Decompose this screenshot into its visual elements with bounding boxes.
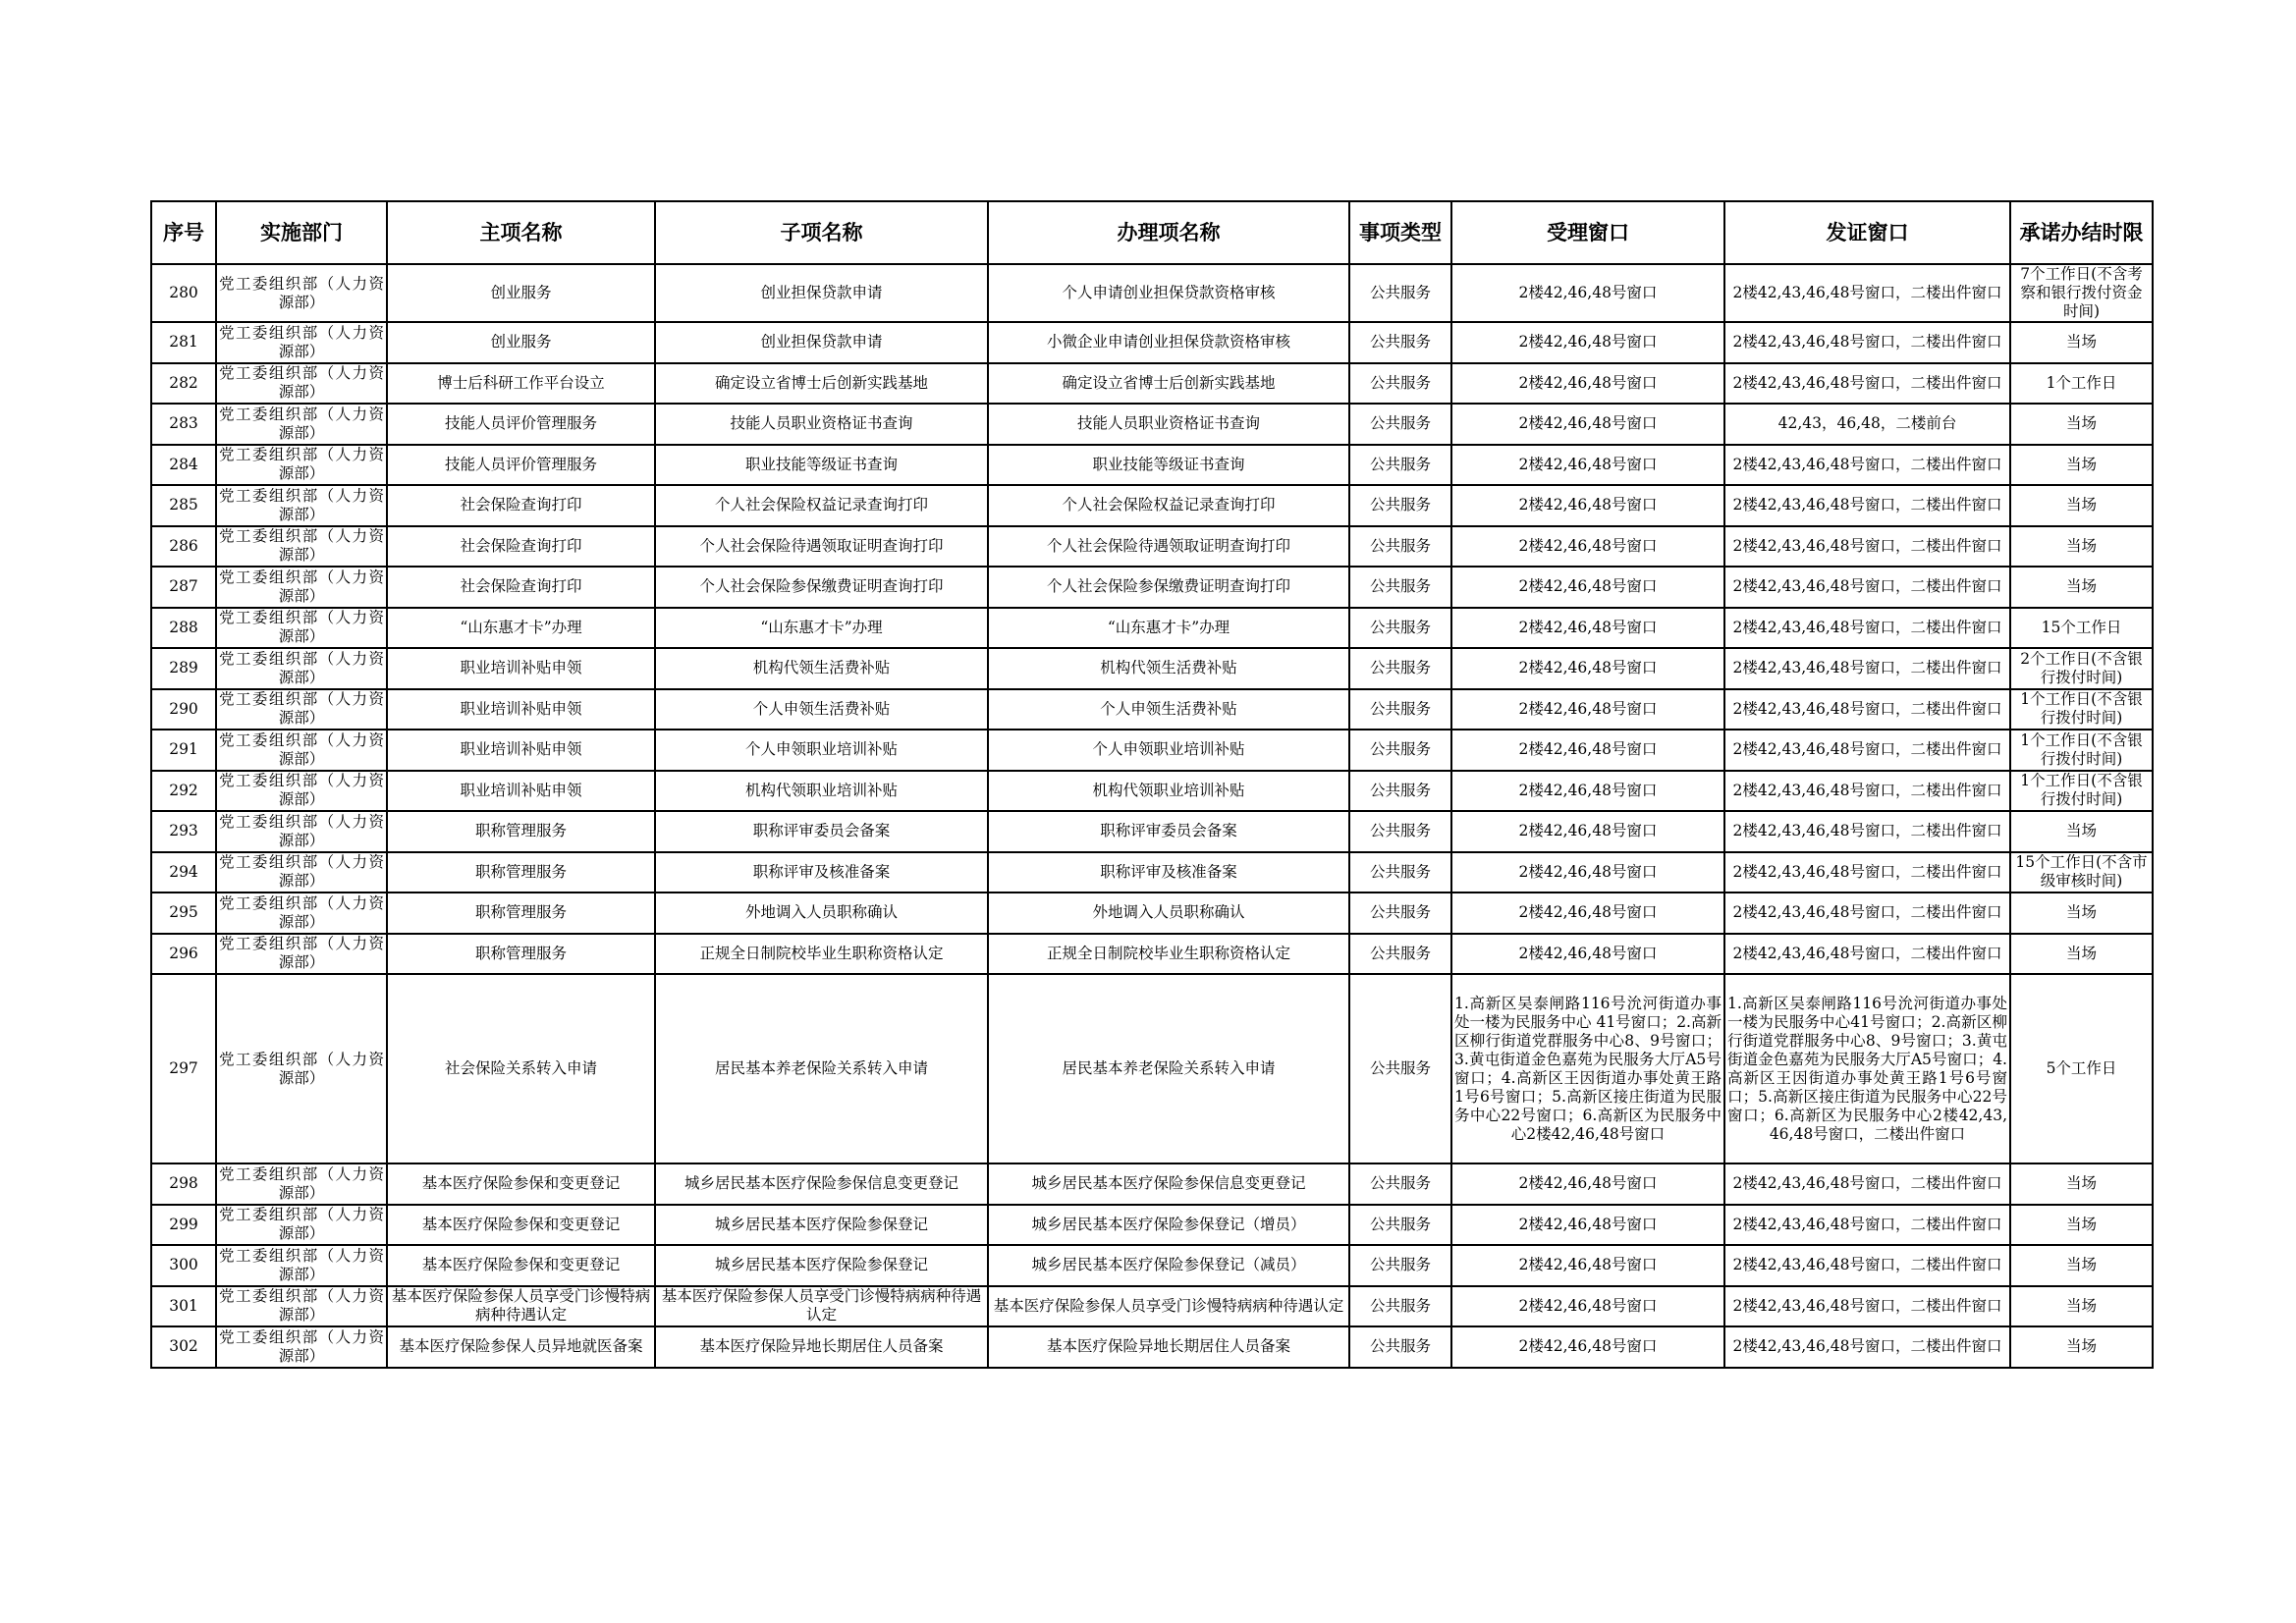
cell-issue-window: 2楼42,43,46,48号窗口，二楼出件窗口 <box>1724 1245 2010 1286</box>
cell-index: 292 <box>151 771 216 812</box>
cell-handling-item: 个人申请创业担保贷款资格审核 <box>988 264 1349 322</box>
cell-time-limit: 当场 <box>2010 1286 2153 1327</box>
cell-index: 293 <box>151 811 216 852</box>
cell-issue-window: 2楼42,43,46,48号窗口，二楼出件窗口 <box>1724 526 2010 568</box>
cell-item-type: 公共服务 <box>1349 567 1451 608</box>
cell-index: 285 <box>151 485 216 526</box>
cell-index: 283 <box>151 404 216 445</box>
cell-sub-item: 外地调入人员职称确认 <box>655 893 988 934</box>
cell-item-type: 公共服务 <box>1349 322 1451 363</box>
cell-main-item: 创业服务 <box>387 264 655 322</box>
cell-handling-item: 职称评审委员会备案 <box>988 811 1349 852</box>
table-body <box>151 264 2153 1368</box>
header-row <box>151 201 2153 264</box>
table-row <box>151 934 2153 975</box>
cell-department: 党工委组织部（人力资源部） <box>216 852 387 893</box>
cell-index: 297 <box>151 974 216 1163</box>
cell-department: 党工委组织部（人力资源部） <box>216 567 387 608</box>
cell-time-limit: 当场 <box>2010 934 2153 975</box>
cell-accept-window: 2楼42,46,48号窗口 <box>1451 445 1724 486</box>
cell-department: 党工委组织部（人力资源部） <box>216 771 387 812</box>
table-row <box>151 322 2153 363</box>
cell-accept-window: 2楼42,46,48号窗口 <box>1451 485 1724 526</box>
cell-main-item: 职业培训补贴申领 <box>387 648 655 689</box>
table-row <box>151 974 2153 1163</box>
header-issue-window: 发证窗口 <box>1724 201 2010 264</box>
table-row <box>151 1163 2153 1205</box>
cell-sub-item: 职称评审及核准备案 <box>655 852 988 893</box>
cell-handling-item: 个人申领职业培训补贴 <box>988 730 1349 771</box>
cell-item-type: 公共服务 <box>1349 485 1451 526</box>
cell-accept-window: 2楼42,46,48号窗口 <box>1451 893 1724 934</box>
cell-sub-item: 创业担保贷款申请 <box>655 322 988 363</box>
cell-handling-item: 城乡居民基本医疗保险参保登记（增员） <box>988 1205 1349 1246</box>
cell-time-limit: 当场 <box>2010 1245 2153 1286</box>
table-row <box>151 608 2153 649</box>
cell-main-item: 职称管理服务 <box>387 852 655 893</box>
cell-department: 党工委组织部（人力资源部） <box>216 689 387 730</box>
cell-handling-item: 正规全日制院校毕业生职称资格认定 <box>988 934 1349 975</box>
cell-department: 党工委组织部（人力资源部） <box>216 485 387 526</box>
cell-sub-item: 确定设立省博士后创新实践基地 <box>655 363 988 405</box>
cell-item-type: 公共服务 <box>1349 893 1451 934</box>
cell-issue-window: 2楼42,43,46,48号窗口，二楼出件窗口 <box>1724 1205 2010 1246</box>
cell-accept-window: 2楼42,46,48号窗口 <box>1451 608 1724 649</box>
cell-item-type: 公共服务 <box>1349 1163 1451 1205</box>
table-row <box>151 567 2153 608</box>
cell-issue-window: 2楼42,43,46,48号窗口，二楼出件窗口 <box>1724 934 2010 975</box>
cell-sub-item: 城乡居民基本医疗保险参保登记 <box>655 1205 988 1246</box>
cell-issue-window: 2楼42,43,46,48号窗口，二楼出件窗口 <box>1724 689 2010 730</box>
cell-sub-item: 创业担保贷款申请 <box>655 264 988 322</box>
cell-main-item: 创业服务 <box>387 322 655 363</box>
cell-handling-item: 居民基本养老保险关系转入申请 <box>988 974 1349 1163</box>
cell-accept-window: 2楼42,46,48号窗口 <box>1451 404 1724 445</box>
cell-accept-window: 2楼42,46,48号窗口 <box>1451 363 1724 405</box>
cell-accept-window: 2楼42,46,48号窗口 <box>1451 689 1724 730</box>
cell-time-limit: 当场 <box>2010 322 2153 363</box>
cell-main-item: 职业培训补贴申领 <box>387 771 655 812</box>
cell-item-type: 公共服务 <box>1349 363 1451 405</box>
cell-department: 党工委组织部（人力资源部） <box>216 322 387 363</box>
cell-issue-window: 2楼42,43,46,48号窗口，二楼出件窗口 <box>1724 322 2010 363</box>
cell-time-limit: 5个工作日 <box>2010 974 2153 1163</box>
table-row <box>151 1245 2153 1286</box>
cell-department: 党工委组织部（人力资源部） <box>216 730 387 771</box>
cell-accept-window: 2楼42,46,48号窗口 <box>1451 1245 1724 1286</box>
cell-index: 281 <box>151 322 216 363</box>
table-row <box>151 730 2153 771</box>
cell-item-type: 公共服务 <box>1349 689 1451 730</box>
cell-issue-window: 2楼42,43,46,48号窗口，二楼出件窗口 <box>1724 648 2010 689</box>
cell-item-type: 公共服务 <box>1349 811 1451 852</box>
cell-issue-window: 2楼42,43,46,48号窗口，二楼出件窗口 <box>1724 485 2010 526</box>
cell-time-limit: 当场 <box>2010 1205 2153 1246</box>
cell-handling-item: 个人申领生活费补贴 <box>988 689 1349 730</box>
cell-issue-window: 2楼42,43,46,48号窗口，二楼出件窗口 <box>1724 730 2010 771</box>
cell-handling-item: 个人社会保险权益记录查询打印 <box>988 485 1349 526</box>
cell-time-limit: 15个工作日(不含市级审核时间) <box>2010 852 2153 893</box>
cell-issue-window: 2楼42,43,46,48号窗口，二楼出件窗口 <box>1724 1326 2010 1368</box>
cell-handling-item: 机构代领生活费补贴 <box>988 648 1349 689</box>
cell-index: 289 <box>151 648 216 689</box>
cell-accept-window: 2楼42,46,48号窗口 <box>1451 811 1724 852</box>
cell-time-limit: 1个工作日(不含银行拨付时间) <box>2010 730 2153 771</box>
cell-index: 295 <box>151 893 216 934</box>
cell-sub-item: 个人申领生活费补贴 <box>655 689 988 730</box>
cell-sub-item: 个人社会保险参保缴费证明查询打印 <box>655 567 988 608</box>
cell-index: 282 <box>151 363 216 405</box>
cell-item-type: 公共服务 <box>1349 771 1451 812</box>
cell-sub-item: 基本医疗保险参保人员享受门诊慢特病病种待遇认定 <box>655 1286 988 1327</box>
cell-item-type: 公共服务 <box>1349 974 1451 1163</box>
cell-handling-item: 确定设立省博士后创新实践基地 <box>988 363 1349 405</box>
cell-department: 党工委组织部（人力资源部） <box>216 404 387 445</box>
table-row <box>151 771 2153 812</box>
cell-index: 300 <box>151 1245 216 1286</box>
cell-accept-window: 1.高新区吴泰闸路116号沇河街道办事处一楼为民服务中心 41号窗口；2.高新区柳行街道党群服务中心8、9号窗口；3.黄屯街道金色嘉苑为民服务大厅A5号窗口；4.高新区王因街道办事处黄王路1号6号窗口；5.高新区接庄街道为民服务中心22号窗口；6.高新区为民服务中心2楼42,46,48号窗口 <box>1451 974 1724 1163</box>
cell-department: 党工委组织部（人力资源部） <box>216 608 387 649</box>
cell-sub-item: 个人社会保险权益记录查询打印 <box>655 485 988 526</box>
header-sub-item: 子项名称 <box>655 201 988 264</box>
cell-department: 党工委组织部（人力资源部） <box>216 1205 387 1246</box>
cell-accept-window: 2楼42,46,48号窗口 <box>1451 1286 1724 1327</box>
table-row <box>151 893 2153 934</box>
cell-issue-window: 2楼42,43,46,48号窗口，二楼出件窗口 <box>1724 445 2010 486</box>
cell-department: 党工委组织部（人力资源部） <box>216 811 387 852</box>
cell-index: 284 <box>151 445 216 486</box>
cell-time-limit: 当场 <box>2010 1163 2153 1205</box>
cell-handling-item: 外地调入人员职称确认 <box>988 893 1349 934</box>
cell-issue-window: 2楼42,43,46,48号窗口，二楼出件窗口 <box>1724 811 2010 852</box>
cell-department: 党工委组织部（人力资源部） <box>216 648 387 689</box>
cell-main-item: 职称管理服务 <box>387 934 655 975</box>
cell-issue-window: 2楼42,43,46,48号窗口，二楼出件窗口 <box>1724 1163 2010 1205</box>
cell-index: 302 <box>151 1326 216 1368</box>
cell-accept-window: 2楼42,46,48号窗口 <box>1451 322 1724 363</box>
cell-accept-window: 2楼42,46,48号窗口 <box>1451 1205 1724 1246</box>
cell-department: 党工委组织部（人力资源部） <box>216 1163 387 1205</box>
cell-item-type: 公共服务 <box>1349 526 1451 568</box>
cell-main-item: 基本医疗保险参保人员异地就医备案 <box>387 1326 655 1368</box>
cell-main-item: 博士后科研工作平台设立 <box>387 363 655 405</box>
table-row <box>151 811 2153 852</box>
cell-time-limit: 当场 <box>2010 485 2153 526</box>
cell-time-limit: 当场 <box>2010 404 2153 445</box>
cell-item-type: 公共服务 <box>1349 1205 1451 1246</box>
cell-sub-item: 机构代领生活费补贴 <box>655 648 988 689</box>
cell-main-item: 技能人员评价管理服务 <box>387 404 655 445</box>
cell-time-limit: 1个工作日(不含银行拨付时间) <box>2010 689 2153 730</box>
cell-department: 党工委组织部（人力资源部） <box>216 445 387 486</box>
cell-issue-window: 2楼42,43,46,48号窗口，二楼出件窗口 <box>1724 893 2010 934</box>
cell-main-item: 社会保险查询打印 <box>387 485 655 526</box>
header-item-type: 事项类型 <box>1349 201 1451 264</box>
service-items-table <box>150 200 2154 1369</box>
cell-index: 294 <box>151 852 216 893</box>
cell-main-item: 职称管理服务 <box>387 893 655 934</box>
cell-issue-window: 2楼42,43,46,48号窗口，二楼出件窗口 <box>1724 852 2010 893</box>
cell-main-item: 社会保险查询打印 <box>387 567 655 608</box>
cell-time-limit: 当场 <box>2010 526 2153 568</box>
cell-sub-item: 城乡居民基本医疗保险参保登记 <box>655 1245 988 1286</box>
header-accept-window: 受理窗口 <box>1451 201 1724 264</box>
cell-handling-item: 基本医疗保险参保人员享受门诊慢特病病种待遇认定 <box>988 1286 1349 1327</box>
cell-main-item: 社会保险关系转入申请 <box>387 974 655 1163</box>
cell-time-limit: 7个工作日(不含考察和银行拨付资金时间) <box>2010 264 2153 322</box>
cell-handling-item: 技能人员职业资格证书查询 <box>988 404 1349 445</box>
cell-department: 党工委组织部（人力资源部） <box>216 264 387 322</box>
cell-accept-window: 2楼42,46,48号窗口 <box>1451 1326 1724 1368</box>
cell-sub-item: 技能人员职业资格证书查询 <box>655 404 988 445</box>
cell-handling-item: 机构代领职业培训补贴 <box>988 771 1349 812</box>
cell-item-type: 公共服务 <box>1349 264 1451 322</box>
cell-main-item: 基本医疗保险参保人员享受门诊慢特病病种待遇认定 <box>387 1286 655 1327</box>
cell-item-type: 公共服务 <box>1349 608 1451 649</box>
cell-item-type: 公共服务 <box>1349 730 1451 771</box>
cell-accept-window: 2楼42,46,48号窗口 <box>1451 730 1724 771</box>
cell-item-type: 公共服务 <box>1349 852 1451 893</box>
cell-time-limit: 当场 <box>2010 1326 2153 1368</box>
table-row <box>151 1286 2153 1327</box>
table-header <box>151 201 2153 264</box>
cell-time-limit: 1个工作日(不含银行拨付时间) <box>2010 771 2153 812</box>
cell-handling-item: 职称评审及核准备案 <box>988 852 1349 893</box>
cell-time-limit: 1个工作日 <box>2010 363 2153 405</box>
cell-accept-window: 2楼42,46,48号窗口 <box>1451 1163 1724 1205</box>
cell-accept-window: 2楼42,46,48号窗口 <box>1451 264 1724 322</box>
cell-sub-item: 职业技能等级证书查询 <box>655 445 988 486</box>
cell-main-item: 职称管理服务 <box>387 811 655 852</box>
cell-time-limit: 当场 <box>2010 445 2153 486</box>
cell-sub-item: 居民基本养老保险关系转入申请 <box>655 974 988 1163</box>
cell-sub-item: 城乡居民基本医疗保险参保信息变更登记 <box>655 1163 988 1205</box>
cell-issue-window: 1.高新区吴泰闸路116号沇河街道办事处一楼为民服务中心41号窗口；2.高新区柳行街道党群服务中心8、9号窗口；3.黄屯街道金色嘉苑为民服务大厅A5号窗口；4.高新区王因街道办事处黄王路1号6号窗口；5.高新区接庄街道为民服务中心22号窗口；6.高新区为民服务中心2楼42,43,46,48号窗口，二楼出件窗口 <box>1724 974 2010 1163</box>
cell-handling-item: 小微企业申请创业担保贷款资格审核 <box>988 322 1349 363</box>
cell-accept-window: 2楼42,46,48号窗口 <box>1451 771 1724 812</box>
cell-item-type: 公共服务 <box>1349 445 1451 486</box>
table-row <box>151 404 2153 445</box>
cell-main-item: “山东惠才卡”办理 <box>387 608 655 649</box>
cell-item-type: 公共服务 <box>1349 1245 1451 1286</box>
table-row <box>151 264 2153 322</box>
cell-time-limit: 当场 <box>2010 811 2153 852</box>
cell-main-item: 基本医疗保险参保和变更登记 <box>387 1205 655 1246</box>
cell-main-item: 技能人员评价管理服务 <box>387 445 655 486</box>
cell-department: 党工委组织部（人力资源部） <box>216 1286 387 1327</box>
cell-index: 287 <box>151 567 216 608</box>
table-row <box>151 1326 2153 1368</box>
cell-accept-window: 2楼42,46,48号窗口 <box>1451 852 1724 893</box>
cell-index: 290 <box>151 689 216 730</box>
cell-handling-item: 个人社会保险待遇领取证明查询打印 <box>988 526 1349 568</box>
cell-handling-item: 个人社会保险参保缴费证明查询打印 <box>988 567 1349 608</box>
table-row <box>151 1205 2153 1246</box>
cell-index: 298 <box>151 1163 216 1205</box>
cell-department: 党工委组织部（人力资源部） <box>216 526 387 568</box>
header-time-limit: 承诺办结时限 <box>2010 201 2153 264</box>
cell-issue-window: 2楼42,43,46,48号窗口，二楼出件窗口 <box>1724 363 2010 405</box>
header-handling-item: 办理项名称 <box>988 201 1349 264</box>
cell-main-item: 社会保险查询打印 <box>387 526 655 568</box>
cell-department: 党工委组织部（人力资源部） <box>216 1245 387 1286</box>
table-row <box>151 526 2153 568</box>
cell-issue-window: 2楼42,43,46,48号窗口，二楼出件窗口 <box>1724 608 2010 649</box>
cell-time-limit: 当场 <box>2010 567 2153 608</box>
cell-main-item: 基本医疗保险参保和变更登记 <box>387 1245 655 1286</box>
cell-issue-window: 42,43，46,48，二楼前台 <box>1724 404 2010 445</box>
cell-item-type: 公共服务 <box>1349 404 1451 445</box>
cell-department: 党工委组织部（人力资源部） <box>216 363 387 405</box>
header-department: 实施部门 <box>216 201 387 264</box>
cell-index: 299 <box>151 1205 216 1246</box>
cell-handling-item: 职业技能等级证书查询 <box>988 445 1349 486</box>
cell-accept-window: 2楼42,46,48号窗口 <box>1451 526 1724 568</box>
cell-accept-window: 2楼42,46,48号窗口 <box>1451 648 1724 689</box>
cell-sub-item: 个人社会保险待遇领取证明查询打印 <box>655 526 988 568</box>
cell-item-type: 公共服务 <box>1349 934 1451 975</box>
cell-sub-item: “山东惠才卡”办理 <box>655 608 988 649</box>
cell-main-item: 基本医疗保险参保和变更登记 <box>387 1163 655 1205</box>
cell-index: 286 <box>151 526 216 568</box>
table-row <box>151 852 2153 893</box>
cell-handling-item: 基本医疗保险异地长期居住人员备案 <box>988 1326 1349 1368</box>
cell-department: 党工委组织部（人力资源部） <box>216 893 387 934</box>
table-row <box>151 648 2153 689</box>
cell-time-limit: 15个工作日 <box>2010 608 2153 649</box>
cell-issue-window: 2楼42,43,46,48号窗口，二楼出件窗口 <box>1724 264 2010 322</box>
cell-issue-window: 2楼42,43,46,48号窗口，二楼出件窗口 <box>1724 567 2010 608</box>
table-row <box>151 363 2153 405</box>
cell-index: 301 <box>151 1286 216 1327</box>
cell-handling-item: 城乡居民基本医疗保险参保信息变更登记 <box>988 1163 1349 1205</box>
cell-time-limit: 2个工作日(不含银行拨付时间) <box>2010 648 2153 689</box>
table-row <box>151 485 2153 526</box>
cell-sub-item: 正规全日制院校毕业生职称资格认定 <box>655 934 988 975</box>
cell-index: 280 <box>151 264 216 322</box>
cell-index: 296 <box>151 934 216 975</box>
cell-index: 288 <box>151 608 216 649</box>
cell-item-type: 公共服务 <box>1349 1326 1451 1368</box>
cell-issue-window: 2楼42,43,46,48号窗口，二楼出件窗口 <box>1724 771 2010 812</box>
cell-sub-item: 基本医疗保险异地长期居住人员备案 <box>655 1326 988 1368</box>
cell-department: 党工委组织部（人力资源部） <box>216 1326 387 1368</box>
header-index: 序号 <box>151 201 216 264</box>
cell-department: 党工委组织部（人力资源部） <box>216 934 387 975</box>
header-main-item: 主项名称 <box>387 201 655 264</box>
cell-handling-item: “山东惠才卡”办理 <box>988 608 1349 649</box>
cell-sub-item: 个人申领职业培训补贴 <box>655 730 988 771</box>
table-row <box>151 445 2153 486</box>
cell-main-item: 职业培训补贴申领 <box>387 730 655 771</box>
cell-sub-item: 机构代领职业培训补贴 <box>655 771 988 812</box>
cell-issue-window: 2楼42,43,46,48号窗口，二楼出件窗口 <box>1724 1286 2010 1327</box>
cell-main-item: 职业培训补贴申领 <box>387 689 655 730</box>
cell-accept-window: 2楼42,46,48号窗口 <box>1451 567 1724 608</box>
cell-item-type: 公共服务 <box>1349 648 1451 689</box>
table-row <box>151 689 2153 730</box>
cell-handling-item: 城乡居民基本医疗保险参保登记（减员） <box>988 1245 1349 1286</box>
cell-index: 291 <box>151 730 216 771</box>
cell-time-limit: 当场 <box>2010 893 2153 934</box>
cell-item-type: 公共服务 <box>1349 1286 1451 1327</box>
cell-department: 党工委组织部（人力资源部） <box>216 974 387 1163</box>
cell-accept-window: 2楼42,46,48号窗口 <box>1451 934 1724 975</box>
cell-sub-item: 职称评审委员会备案 <box>655 811 988 852</box>
